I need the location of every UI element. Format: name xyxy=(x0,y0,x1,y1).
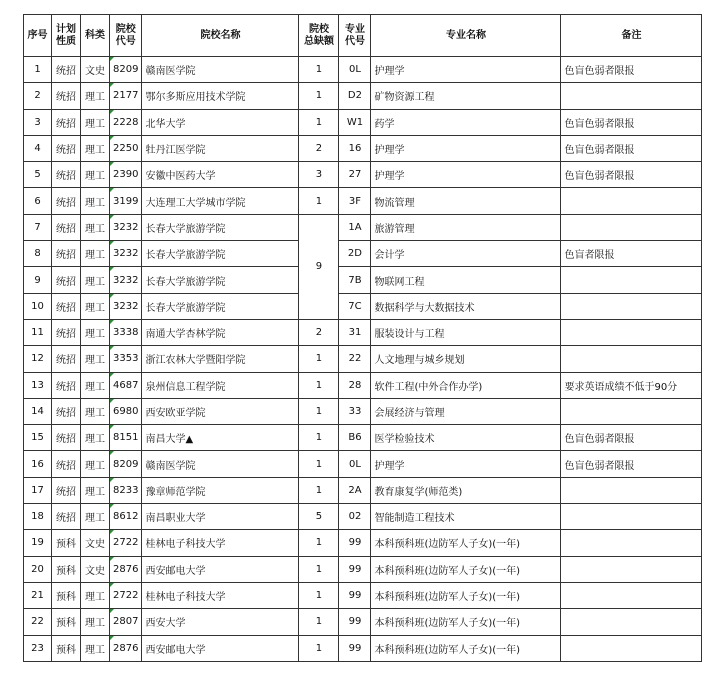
cell-category: 理工 xyxy=(81,609,110,635)
cell-major-code: 99 xyxy=(339,556,371,582)
cell-remark xyxy=(561,188,702,214)
cell-total-shortfall: 1 xyxy=(299,477,339,503)
header-major-code xyxy=(339,15,371,57)
cell-plan-type: 统招 xyxy=(52,346,81,372)
cell-index: 13 xyxy=(24,372,52,398)
cell-category: 文史 xyxy=(81,57,110,83)
admission-shortfall-table xyxy=(23,14,702,662)
cell-category: 理工 xyxy=(81,109,110,135)
cell-major-name: 药学 xyxy=(371,109,561,135)
cell-remark xyxy=(561,556,702,582)
cell-index: 4 xyxy=(24,135,52,161)
cell-school-name: 西安大学 xyxy=(142,609,299,635)
cell-index: 11 xyxy=(24,319,52,345)
cell-remark xyxy=(561,530,702,556)
cell-school-code: 2177 xyxy=(110,83,142,109)
cell-category: 理工 xyxy=(81,346,110,372)
table-row xyxy=(24,83,702,109)
cell-category: 理工 xyxy=(81,188,110,214)
table-row xyxy=(24,635,702,661)
cell-category: 理工 xyxy=(81,504,110,530)
cell-total-shortfall: 1 xyxy=(299,188,339,214)
table-row xyxy=(24,530,702,556)
cell-school-name: 北华大学 xyxy=(142,109,299,135)
cell-category: 理工 xyxy=(81,398,110,424)
cell-plan-type: 统招 xyxy=(52,451,81,477)
cell-index: 7 xyxy=(24,214,52,240)
cell-major-code: 1A xyxy=(339,214,371,240)
cell-plan-type: 统招 xyxy=(52,477,81,503)
cell-total-shortfall: 1 xyxy=(299,425,339,451)
cell-school-code: 3353 xyxy=(110,346,142,372)
admission-table-wrapper xyxy=(23,14,702,662)
cell-major-code: 22 xyxy=(339,346,371,372)
cell-plan-type: 统招 xyxy=(52,504,81,530)
cell-major-name: 本科预科班(边防军人子女)(一年) xyxy=(371,635,561,661)
table-row xyxy=(24,582,702,608)
cell-major-code: 16 xyxy=(339,135,371,161)
cell-index: 15 xyxy=(24,425,52,451)
cell-plan-type: 预科 xyxy=(52,609,81,635)
cell-school-name: 安徽中医药大学 xyxy=(142,162,299,188)
cell-remark xyxy=(561,214,702,240)
cell-major-code: 28 xyxy=(339,372,371,398)
cell-major-code: 7B xyxy=(339,267,371,293)
cell-remark: 要求英语成绩不低于90分 xyxy=(561,372,702,398)
cell-total-shortfall: 1 xyxy=(299,398,339,424)
cell-major-code: 2A xyxy=(339,477,371,503)
cell-school-code: 4687 xyxy=(110,372,142,398)
cell-category: 理工 xyxy=(81,214,110,240)
cell-major-code: B6 xyxy=(339,425,371,451)
cell-category: 理工 xyxy=(81,372,110,398)
cell-school-name: 长春大学旅游学院 xyxy=(142,214,299,240)
header-total-shortfall xyxy=(299,15,339,57)
cell-school-code: 8209 xyxy=(110,57,142,83)
cell-school-name: 长春大学旅游学院 xyxy=(142,267,299,293)
cell-school-code: 2228 xyxy=(110,109,142,135)
cell-category: 文史 xyxy=(81,530,110,556)
cell-major-name: 会展经济与管理 xyxy=(371,398,561,424)
cell-school-name: 大连理工大学城市学院 xyxy=(142,188,299,214)
cell-school-name: 长春大学旅游学院 xyxy=(142,241,299,267)
header-index: 序号 xyxy=(24,15,52,57)
cell-total-shortfall: 1 xyxy=(299,609,339,635)
cell-major-code: 99 xyxy=(339,635,371,661)
cell-school-code: 8209 xyxy=(110,451,142,477)
cell-index: 8 xyxy=(24,241,52,267)
table-row xyxy=(24,57,702,83)
cell-major-name: 软件工程(中外合作办学) xyxy=(371,372,561,398)
table-row xyxy=(24,556,702,582)
cell-major-name: 数据科学与大数据技术 xyxy=(371,293,561,319)
table-row xyxy=(24,188,702,214)
cell-remark: 色盲色弱者限报 xyxy=(561,109,702,135)
cell-plan-type: 统招 xyxy=(52,267,81,293)
cell-school-code: 2876 xyxy=(110,556,142,582)
table-row xyxy=(24,162,702,188)
cell-major-name: 本科预科班(边防军人子女)(一年) xyxy=(371,556,561,582)
cell-major-name: 旅游管理 xyxy=(371,214,561,240)
cell-school-name: 长春大学旅游学院 xyxy=(142,293,299,319)
cell-remark xyxy=(561,346,702,372)
cell-school-code: 3199 xyxy=(110,188,142,214)
cell-plan-type: 预科 xyxy=(52,530,81,556)
cell-school-code: 8151 xyxy=(110,425,142,451)
cell-index: 6 xyxy=(24,188,52,214)
cell-remark: 色盲色弱者限报 xyxy=(561,162,702,188)
cell-school-code: 2722 xyxy=(110,530,142,556)
cell-remark xyxy=(561,477,702,503)
cell-school-name: 南昌职业大学 xyxy=(142,504,299,530)
cell-school-name: 浙江农林大学暨阳学院 xyxy=(142,346,299,372)
cell-plan-type: 统招 xyxy=(52,425,81,451)
cell-remark xyxy=(561,293,702,319)
header-total-shortfall-text: 院校 总缺额 xyxy=(303,23,334,47)
cell-index: 22 xyxy=(24,609,52,635)
cell-index: 2 xyxy=(24,83,52,109)
header-remark: 备注 xyxy=(561,15,702,57)
cell-major-name: 人文地理与城乡规划 xyxy=(371,346,561,372)
cell-major-code: 99 xyxy=(339,609,371,635)
cell-major-code: 27 xyxy=(339,162,371,188)
cell-category: 理工 xyxy=(81,162,110,188)
cell-category: 理工 xyxy=(81,83,110,109)
cell-plan-type: 统招 xyxy=(52,293,81,319)
table-header-row xyxy=(24,15,702,57)
cell-remark: 色盲色弱者限报 xyxy=(561,135,702,161)
cell-index: 3 xyxy=(24,109,52,135)
cell-school-code: 3338 xyxy=(110,319,142,345)
header-major-code-text: 专业 代号 xyxy=(344,23,365,47)
cell-remark xyxy=(561,609,702,635)
cell-index: 23 xyxy=(24,635,52,661)
cell-plan-type: 统招 xyxy=(52,188,81,214)
cell-total-shortfall: 1 xyxy=(299,109,339,135)
cell-major-code: 33 xyxy=(339,398,371,424)
cell-category: 理工 xyxy=(81,135,110,161)
cell-school-name: 鄂尔多斯应用技术学院 xyxy=(142,83,299,109)
table-row xyxy=(24,372,702,398)
cell-plan-type: 统招 xyxy=(52,109,81,135)
cell-index: 1 xyxy=(24,57,52,83)
cell-major-code: W1 xyxy=(339,109,371,135)
cell-major-name: 护理学 xyxy=(371,135,561,161)
header-school-code xyxy=(110,15,142,57)
cell-index: 20 xyxy=(24,556,52,582)
cell-remark: 色盲色弱者限报 xyxy=(561,57,702,83)
cell-remark: 色盲色弱者限报 xyxy=(561,451,702,477)
cell-school-name: 南通大学杏林学院 xyxy=(142,319,299,345)
cell-total-shortfall: 2 xyxy=(299,135,339,161)
cell-remark: 色盲色弱者限报 xyxy=(561,425,702,451)
cell-school-code: 2390 xyxy=(110,162,142,188)
cell-plan-type: 统招 xyxy=(52,214,81,240)
cell-total-shortfall: 1 xyxy=(299,451,339,477)
cell-major-code: 7C xyxy=(339,293,371,319)
cell-school-code: 3232 xyxy=(110,214,142,240)
cell-category: 理工 xyxy=(81,425,110,451)
cell-plan-type: 统招 xyxy=(52,241,81,267)
cell-remark xyxy=(561,267,702,293)
cell-school-name: 西安邮电大学 xyxy=(142,635,299,661)
cell-category: 理工 xyxy=(81,451,110,477)
cell-major-code: 99 xyxy=(339,582,371,608)
cell-total-shortfall: 1 xyxy=(299,83,339,109)
cell-index: 5 xyxy=(24,162,52,188)
cell-total-shortfall: 1 xyxy=(299,57,339,83)
table-row xyxy=(24,135,702,161)
cell-major-code: D2 xyxy=(339,83,371,109)
cell-school-name: 桂林电子科技大学 xyxy=(142,530,299,556)
table-row xyxy=(24,477,702,503)
cell-school-name: 赣南医学院 xyxy=(142,57,299,83)
header-category: 科类 xyxy=(81,15,110,57)
table-row xyxy=(24,267,702,293)
cell-major-code: 2D xyxy=(339,241,371,267)
cell-plan-type: 统招 xyxy=(52,398,81,424)
cell-remark xyxy=(561,319,702,345)
cell-category: 理工 xyxy=(81,582,110,608)
cell-total-shortfall: 3 xyxy=(299,162,339,188)
cell-major-name: 护理学 xyxy=(371,162,561,188)
cell-plan-type: 统招 xyxy=(52,372,81,398)
header-school-name: 院校名称 xyxy=(142,15,299,57)
cell-remark: 色盲者限报 xyxy=(561,241,702,267)
table-row xyxy=(24,398,702,424)
table-row xyxy=(24,609,702,635)
table-row xyxy=(24,109,702,135)
table-row xyxy=(24,425,702,451)
cell-school-name: 桂林电子科技大学 xyxy=(142,582,299,608)
cell-major-name: 智能制造工程技术 xyxy=(371,504,561,530)
cell-major-name: 教育康复学(师范类) xyxy=(371,477,561,503)
cell-school-code: 8233 xyxy=(110,477,142,503)
cell-index: 12 xyxy=(24,346,52,372)
cell-category: 理工 xyxy=(81,241,110,267)
cell-remark xyxy=(561,398,702,424)
cell-school-code: 2722 xyxy=(110,582,142,608)
cell-school-code: 2807 xyxy=(110,609,142,635)
header-plan-type-text: 计划 性质 xyxy=(56,23,76,47)
table-body xyxy=(24,57,702,662)
cell-major-code: 0L xyxy=(339,57,371,83)
table-row xyxy=(24,319,702,345)
cell-school-code: 2876 xyxy=(110,635,142,661)
cell-school-name: 南昌大学▲ xyxy=(142,425,299,451)
cell-total-shortfall: 1 xyxy=(299,372,339,398)
cell-category: 理工 xyxy=(81,635,110,661)
cell-total-shortfall: 1 xyxy=(299,346,339,372)
cell-remark xyxy=(561,504,702,530)
header-school-code-text: 院校 代号 xyxy=(115,23,136,47)
cell-index: 21 xyxy=(24,582,52,608)
cell-index: 10 xyxy=(24,293,52,319)
cell-index: 16 xyxy=(24,451,52,477)
table-row xyxy=(24,504,702,530)
cell-major-name: 本科预科班(边防军人子女)(一年) xyxy=(371,609,561,635)
cell-major-name: 本科预科班(边防军人子女)(一年) xyxy=(371,530,561,556)
cell-index: 17 xyxy=(24,477,52,503)
cell-remark xyxy=(561,582,702,608)
cell-plan-type: 预科 xyxy=(52,582,81,608)
cell-major-name: 物联网工程 xyxy=(371,267,561,293)
cell-major-code: 3F xyxy=(339,188,371,214)
cell-school-code: 6980 xyxy=(110,398,142,424)
cell-school-name: 西安欧亚学院 xyxy=(142,398,299,424)
cell-school-code: 2250 xyxy=(110,135,142,161)
table-row xyxy=(24,346,702,372)
cell-plan-type: 统招 xyxy=(52,162,81,188)
cell-major-name: 会计学 xyxy=(371,241,561,267)
cell-total-shortfall: 2 xyxy=(299,319,339,345)
cell-total-shortfall: 9 xyxy=(299,214,339,319)
cell-school-code: 3232 xyxy=(110,293,142,319)
cell-plan-type: 统招 xyxy=(52,57,81,83)
cell-major-code: 99 xyxy=(339,530,371,556)
cell-school-name: 赣南医学院 xyxy=(142,451,299,477)
cell-category: 理工 xyxy=(81,477,110,503)
cell-major-name: 护理学 xyxy=(371,451,561,477)
cell-school-name: 牡丹江医学院 xyxy=(142,135,299,161)
cell-plan-type: 统招 xyxy=(52,135,81,161)
cell-index: 19 xyxy=(24,530,52,556)
table-row xyxy=(24,451,702,477)
table-row xyxy=(24,293,702,319)
cell-major-name: 本科预科班(边防军人子女)(一年) xyxy=(371,582,561,608)
cell-remark xyxy=(561,83,702,109)
cell-school-name: 西安邮电大学 xyxy=(142,556,299,582)
cell-total-shortfall: 1 xyxy=(299,635,339,661)
cell-plan-type: 预科 xyxy=(52,635,81,661)
cell-category: 文史 xyxy=(81,556,110,582)
cell-school-name: 泉州信息工程学院 xyxy=(142,372,299,398)
cell-remark xyxy=(561,635,702,661)
cell-school-code: 3232 xyxy=(110,241,142,267)
cell-plan-type: 统招 xyxy=(52,83,81,109)
cell-school-name: 豫章师范学院 xyxy=(142,477,299,503)
cell-major-name: 医学检验技术 xyxy=(371,425,561,451)
cell-total-shortfall: 1 xyxy=(299,556,339,582)
cell-major-code: 0L xyxy=(339,451,371,477)
cell-major-name: 物流管理 xyxy=(371,188,561,214)
cell-plan-type: 预科 xyxy=(52,556,81,582)
header-major-name: 专业名称 xyxy=(371,15,561,57)
cell-category: 理工 xyxy=(81,267,110,293)
cell-major-code: 31 xyxy=(339,319,371,345)
cell-school-code: 8612 xyxy=(110,504,142,530)
cell-major-name: 服装设计与工程 xyxy=(371,319,561,345)
cell-category: 理工 xyxy=(81,293,110,319)
cell-school-code: 3232 xyxy=(110,267,142,293)
cell-index: 18 xyxy=(24,504,52,530)
cell-total-shortfall: 5 xyxy=(299,504,339,530)
cell-major-name: 矿物资源工程 xyxy=(371,83,561,109)
cell-major-code: 02 xyxy=(339,504,371,530)
table-row xyxy=(24,241,702,267)
cell-index: 14 xyxy=(24,398,52,424)
table-row xyxy=(24,214,702,240)
cell-total-shortfall: 1 xyxy=(299,582,339,608)
cell-total-shortfall: 1 xyxy=(299,530,339,556)
header-plan-type xyxy=(52,15,81,57)
cell-major-name: 护理学 xyxy=(371,57,561,83)
cell-category: 理工 xyxy=(81,319,110,345)
cell-index: 9 xyxy=(24,267,52,293)
cell-plan-type: 统招 xyxy=(52,319,81,345)
